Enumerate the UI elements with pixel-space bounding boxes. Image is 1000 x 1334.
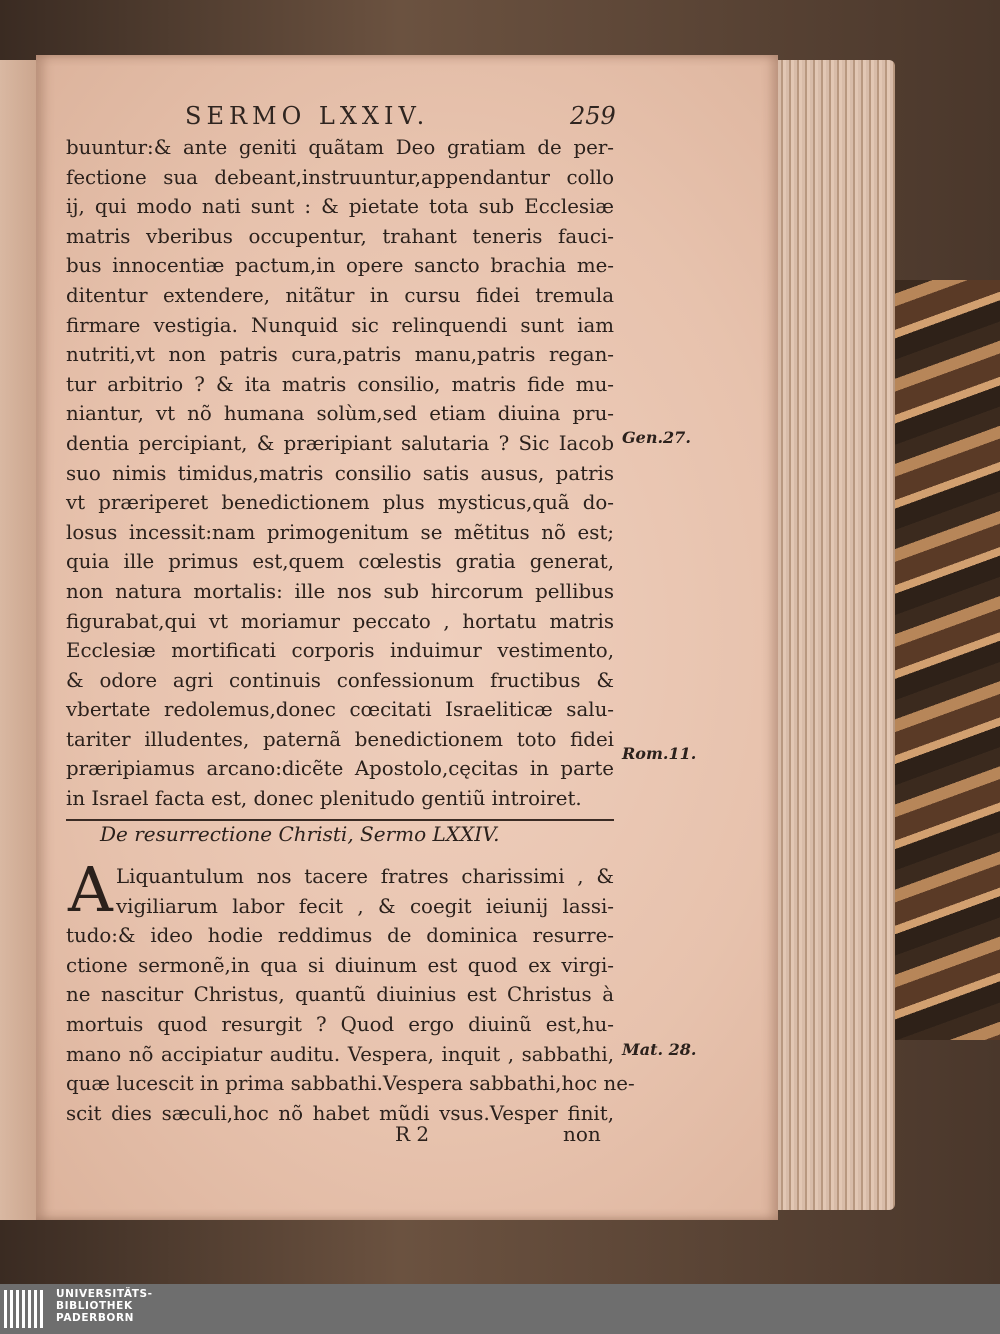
library-logo-icon: [4, 1290, 43, 1330]
text-line: vigiliarum labor fecit , & coegit ieiunij lassi-: [116, 894, 614, 918]
catchword: non: [563, 1122, 601, 1146]
marbled-cover: [880, 280, 1000, 1040]
page-block-edge: [770, 60, 895, 1210]
text-line: & odore agri continuis confessionum fructibus &: [66, 668, 614, 692]
text-line: tur arbitrio ? & ita matris consilio, matris fide mu-: [66, 372, 614, 396]
library-name-line1: UNIVERSITÄTS-: [56, 1288, 153, 1300]
text-line: tudo:& ideo hodie reddimus de dominica resurre-: [66, 924, 614, 948]
text-line: ctione sermonẽ,in qua si diuinum est quod ex virgi-: [66, 953, 614, 977]
text-line: ditentur extendere, nitãtur in cursu fidei tremula: [66, 283, 614, 307]
text-line: mano nõ accipiatur auditu. Vespera, inquit , sabbathi,: [66, 1042, 614, 1066]
text-line: suo nimis timidus,matris consilio satis ausus, patris: [66, 461, 614, 485]
margin-note-mat: Mat. 28.: [622, 1040, 697, 1059]
text-line: Liquantulum nos tacere fratres charissimi , &: [116, 865, 614, 888]
text-line: præripiamus arcano:dicẽte Apostolo,cęcitas in parte: [66, 757, 614, 781]
text-line: non natura mortalis: ille nos sub hircorum pellibus: [66, 579, 614, 603]
text-line: quia ille primus est,quem cœlestis gratia generat,: [66, 550, 614, 574]
section-divider: [66, 819, 614, 821]
text-line: tariter illudentes, paternã benedictionem toto fidei: [66, 727, 614, 751]
main-text: [66, 133, 614, 814]
margin-note-gen: Gen.27.: [622, 428, 691, 447]
text-line: vbertate redolemus,donec cœcitati Israeliticæ salu-: [66, 698, 614, 722]
text-line: niantur, vt nõ humana solùm,sed etiam diuina pru-: [66, 402, 614, 426]
signature-mark: R 2: [395, 1122, 430, 1146]
section-text: [66, 853, 635, 1128]
text-line: dentia percipiant, & præripiant salutaria ? Sic Iacob: [66, 431, 614, 455]
text-line: matris vberibus occupentur, trahant teneris fauci-: [66, 224, 614, 248]
text-line: losus incessit:nam primogenitum se mẽtitus nõ est;: [66, 520, 614, 544]
page-number: 259: [570, 102, 616, 130]
text-line: Ecclesiæ mortificati corporis induimur vestimento,: [66, 639, 614, 663]
running-title: SERMO LXXIV.: [185, 102, 430, 130]
text-line: mortuis quod resurgit ? Quod ergo diuinũ est,hu-: [66, 1012, 614, 1036]
text-line: buuntur:& ante geniti quãtam Deo gratiam de per-: [66, 136, 614, 159]
text-line: nutriti,vt non patris cura,patris manu,patris regan-: [66, 343, 614, 367]
text-line: bus innocentiæ pactum,in opere sancto brachia me-: [66, 254, 614, 278]
text-line: figurabat,qui vt moriamur peccato , hortatu matris: [66, 609, 614, 633]
margin-note-rom: Rom.11.: [622, 744, 697, 763]
text-line: quæ lucescit in prima sabbathi.Vespera sabbathi,hoc ne-: [66, 1072, 635, 1096]
text-line: scit dies sæculi,hoc nõ habet mũdi vsus.Vesper finit,: [66, 1101, 614, 1125]
library-name-line2: BIBLIOTHEK: [56, 1300, 133, 1312]
text-line: ne nascitur Christus, quantũ diuinius est Christus à: [66, 983, 614, 1007]
library-name-line3: PADERBORN: [56, 1312, 135, 1324]
drop-capital: A: [68, 853, 113, 926]
section-title: De resurrectione Christi, Sermo LXXIV.: [100, 822, 500, 846]
text-line: in Israel facta est, donec plenitudo gentiũ introiret.: [66, 787, 582, 811]
text-line: firmare vestigia. Nunquid sic relinquendi sunt iam: [66, 313, 614, 337]
text-line: fectione sua debeant,instruuntur,appendantur collo: [66, 165, 614, 189]
text-line: ij, qui modo nati sunt : & pietate tota sub Ecclesiæ: [66, 195, 614, 219]
library-name: [56, 1288, 153, 1324]
text-line: vt præriperet benedictionem plus mysticus,quã do-: [66, 491, 614, 515]
